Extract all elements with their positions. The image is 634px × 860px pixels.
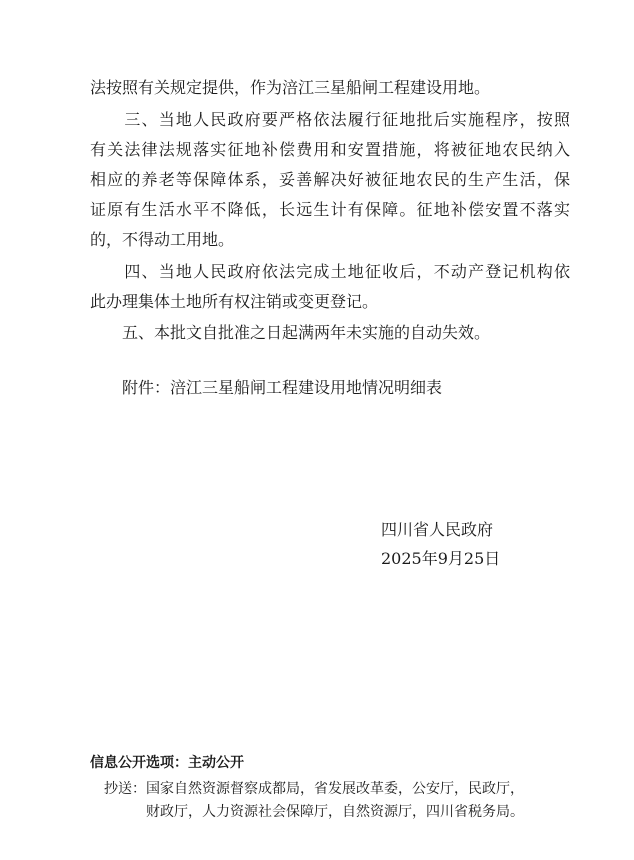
cc-line-1: 抄送：国家自然资源督察成都局，省发展改革委，公安厅，民政厅， xyxy=(104,781,524,797)
issuer-name: 四川省人民政府 xyxy=(381,520,494,539)
para3-line-5: 的，不得动工用地。 xyxy=(90,230,235,249)
para3-line-4: 证原有生活水平不降低，长远生计有保障。征地补偿安置不落实 xyxy=(90,200,570,219)
issue-date: 2025年9月25日 xyxy=(381,549,501,568)
para4-line-1: 四、当地人民政府依法完成土地征收后，不动产登记机构依 xyxy=(90,262,570,281)
para3-line-3: 相应的养老等保障体系，妥善解决好被征地农民的生产生活，保 xyxy=(90,170,570,189)
para4-line-2: 此办理集体土地所有权注销或变更登记。 xyxy=(90,292,379,311)
body-line-1: 法按照有关规定提供，作为涪江三星船闸工程建设用地。 xyxy=(90,78,491,97)
para3-line-1: 三、当地人民政府要严格依法履行征地批后实施程序，按照 xyxy=(90,110,570,129)
attachment-line: 附件：涪江三星船闸工程建设用地情况明细表 xyxy=(90,378,443,397)
cc-line-2: 财政厅，人力资源社会保障厅，自然资源厅，四川省税务局。 xyxy=(146,804,524,820)
para5-line: 五、本批文自批准之日起满两年未实施的自动失效。 xyxy=(90,323,491,342)
para3-line-2: 有关法律法规落实征地补偿费用和安置措施，将被征地农民纳入 xyxy=(90,140,570,159)
disclosure-option: 信息公开选项：主动公开 xyxy=(90,755,244,771)
